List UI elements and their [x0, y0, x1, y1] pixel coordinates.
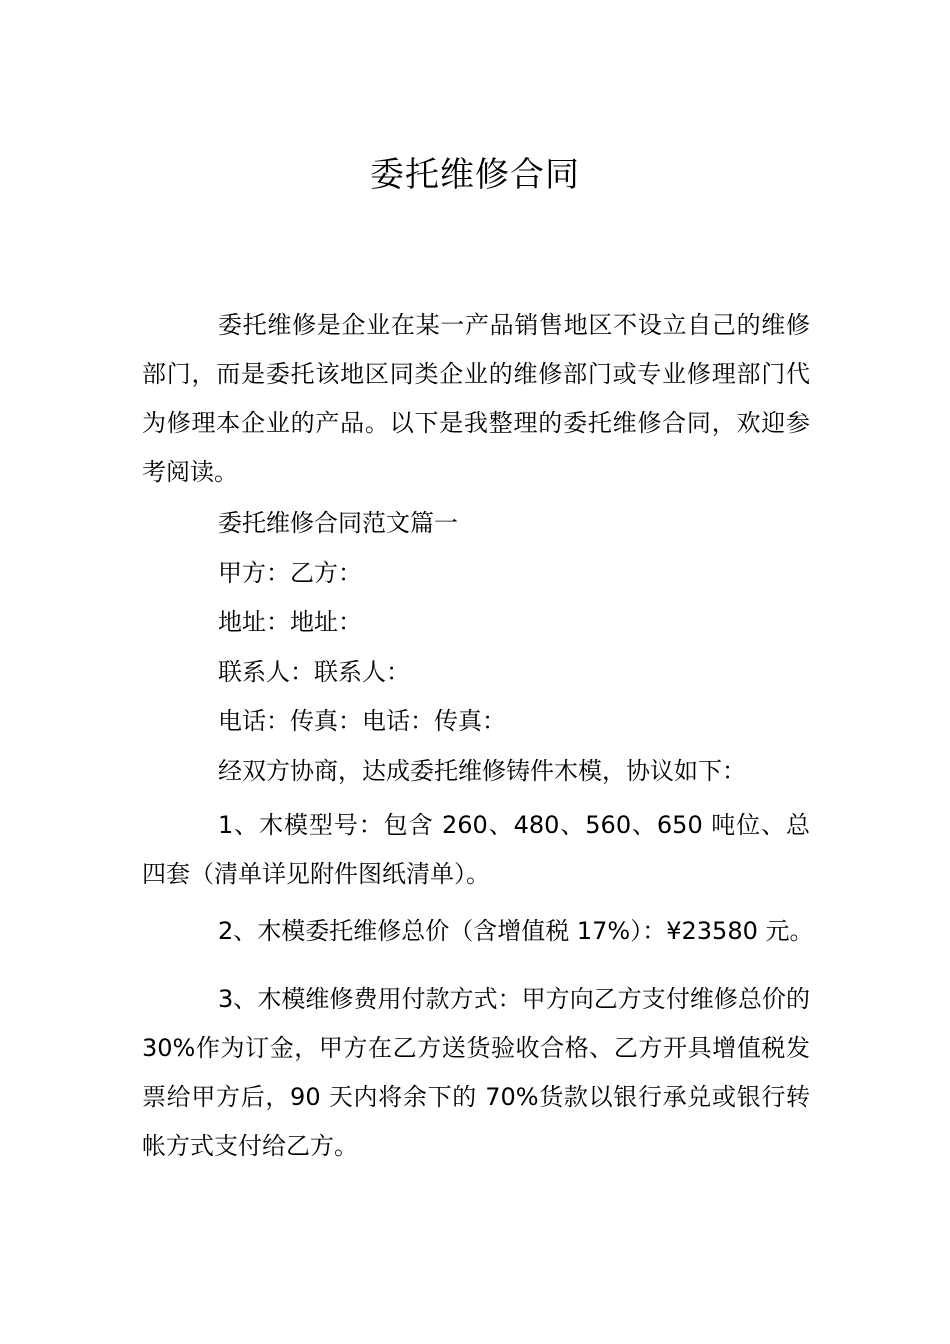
document-title: 委托维修合同	[370, 155, 580, 195]
phone-line: 电话：传真：电话：传真：	[218, 707, 506, 735]
contact-line: 联系人：联系人：	[218, 658, 410, 686]
address-line: 地址：地址：	[218, 608, 362, 636]
clause-1: 1、木模型号：包含 260、480、560、650 吨位、总四套（清单详见附件图纸清单）。	[142, 811, 810, 888]
clause-3: 3、木模维修费用付款方式：甲方向乙方支付维修总价的 30%作为订金，甲方在乙方送货验收合格、乙方开具增值税发票给甲方后，90 天内将余下的 70%货款以银行承兑或银行转帐方式支付给乙方。	[142, 985, 810, 1160]
agreement-line: 经双方协商，达成委托维修铸件木模，协议如下：	[218, 757, 746, 785]
clause-2: 2、木模委托维修总价（含增值税 17%）：¥23580 元。	[218, 917, 814, 945]
party-line: 甲方：乙方：	[218, 559, 362, 587]
intro-paragraph: 委托维修是企业在某一产品销售地区不设立自己的维修部门，而是委托该地区同类企业的维修部门或专业修理部门代为修理本企业的产品。以下是我整理的委托维修合同，欢迎参考阅读。	[142, 311, 810, 486]
section-heading: 委托维修合同范文篇一	[218, 509, 458, 537]
